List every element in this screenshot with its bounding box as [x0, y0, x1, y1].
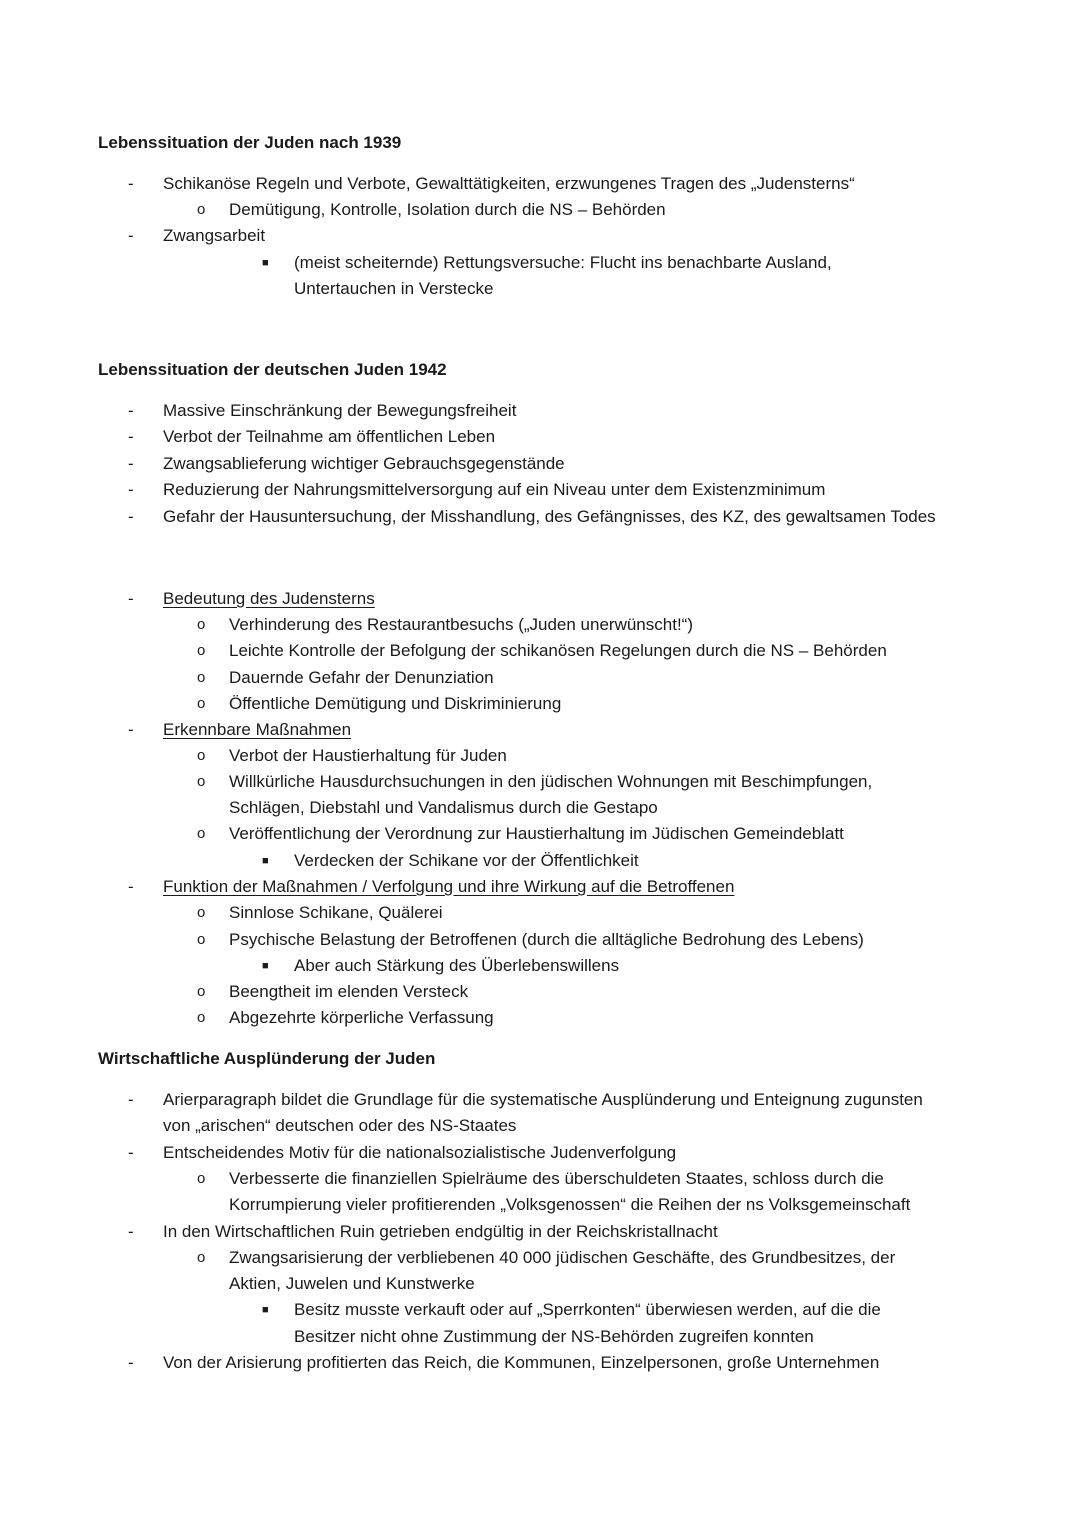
section-heading-1939: Lebenssituation der Juden nach 1939 [98, 133, 402, 152]
square-bullet: ■ [262, 1304, 269, 1316]
square-bullet: ■ [262, 257, 269, 269]
dash-bullet: - [128, 1143, 134, 1162]
list-item-text: Arierparagraph bildet die Grundlage für die systematische Ausplünderung und Enteignung zugunsten [163, 1090, 923, 1109]
circle-bullet: o [197, 1170, 206, 1187]
list-item-text: Korrumpierung vieler profitierenden „Volksgenossen“ die Reihen der ns Volksgemeinschaft [229, 1195, 911, 1214]
list-item-text: Leichte Kontrolle der Befolgung der schikanösen Regelungen durch die NS – Behörden [229, 641, 887, 660]
list-item-text: Verhinderung des Restaurantbesuchs („Juden unerwünscht!“) [229, 615, 693, 634]
dash-bullet: - [128, 877, 134, 896]
dash-bullet: - [128, 401, 134, 420]
list-item-text: Beengtheit im elenden Versteck [229, 982, 469, 1001]
list-item-text: Veröffentlichung der Verordnung zur Haustierhaltung im Jüdischen Gemeindeblatt [229, 824, 844, 843]
dash-bullet: - [128, 174, 134, 193]
circle-bullet: o [197, 695, 206, 712]
dash-bullet: - [128, 589, 134, 608]
list-item-text: Besitz musste verkauft oder auf „Sperrkonten“ überwiesen werden, auf die die [294, 1300, 881, 1319]
list-item-text: Verdecken der Schikane vor der Öffentlichkeit [294, 851, 639, 870]
list-item-text: Öffentliche Demütigung und Diskriminierung [229, 694, 562, 713]
circle-bullet: o [197, 904, 206, 921]
list-item-text: Zwangsablieferung wichtiger Gebrauchsgegenstände [163, 454, 565, 473]
dash-bullet: - [128, 226, 134, 245]
circle-bullet: o [197, 747, 206, 764]
list-item-text: Demütigung, Kontrolle, Isolation durch die NS – Behörden [229, 200, 666, 219]
circle-bullet: o [197, 773, 206, 790]
circle-bullet: o [197, 1249, 206, 1266]
list-item-text: Entscheidendes Motiv für die nationalsozialistische Judenverfolgung [163, 1143, 677, 1162]
circle-bullet: o [197, 669, 206, 686]
list-item-text: Sinnlose Schikane, Quälerei [229, 903, 443, 922]
dash-bullet: - [128, 507, 134, 526]
square-bullet: ■ [262, 960, 269, 972]
circle-bullet: o [197, 642, 206, 659]
list-item-text: Aber auch Stärkung des Überlebenswillens [294, 956, 620, 975]
list-item-text: (meist scheiternde) Rettungsversuche: Flucht ins benachbarte Ausland, [294, 253, 832, 272]
list-item-text: Verbesserte die finanziellen Spielräume des überschuldeten Staates, schloss durch die [229, 1169, 884, 1188]
circle-bullet: o [197, 616, 206, 633]
circle-bullet: o [197, 201, 206, 218]
dash-bullet: - [128, 454, 134, 473]
subheading-massnahmen: Erkennbare Maßnahmen [163, 720, 352, 739]
circle-bullet: o [197, 983, 206, 1000]
dash-bullet: - [128, 427, 134, 446]
subheading-judenstern: Bedeutung des Judensterns [163, 589, 375, 608]
list-item-text: von „arischen“ deutschen oder des NS-Staates [163, 1116, 517, 1135]
list-item-text: Verbot der Teilnahme am öffentlichen Leben [163, 427, 496, 446]
list-item-text: Abgezehrte körperliche Verfassung [229, 1008, 494, 1027]
list-item-text: Aktien, Juwelen und Kunstwerke [229, 1274, 475, 1293]
list-item-text: Massive Einschränkung der Bewegungsfreiheit [163, 401, 517, 420]
list-item-text: Dauernde Gefahr der Denunziation [229, 668, 494, 687]
list-item-text: Schikanöse Regeln und Verbote, Gewalttätigkeiten, erzwungenes Tragen des „Judensterns“ [163, 174, 855, 193]
circle-bullet: o [197, 931, 206, 948]
list-item-text: Von der Arisierung profitierten das Reich, die Kommunen, Einzelpersonen, große Unternehmen [163, 1353, 880, 1372]
section-heading-1942: Lebenssituation der deutschen Juden 1942 [98, 360, 447, 379]
list-item-text: In den Wirtschaftlichen Ruin getrieben endgültig in der Reichskristallnacht [163, 1222, 718, 1241]
square-bullet: ■ [262, 855, 269, 867]
list-item-text: Willkürliche Hausdurchsuchungen in den jüdischen Wohnungen mit Beschimpfungen, [229, 772, 873, 791]
list-item-text: Reduzierung der Nahrungsmittelversorgung auf ein Niveau unter dem Existenzminimum [163, 480, 826, 499]
circle-bullet: o [197, 1009, 206, 1026]
list-item-text: Zwangsarbeit [163, 226, 266, 245]
list-item-text: Besitzer nicht ohne Zustimmung der NS-Behörden zugreifen konnten [294, 1327, 814, 1346]
subheading-funktion: Funktion der Maßnahmen / Verfolgung und ihre Wirkung auf die Betroffenen [163, 877, 735, 896]
list-item-text: Zwangsarisierung der verbliebenen 40 000 jüdischen Geschäfte, des Grundbesitzes, der [229, 1248, 896, 1267]
section-heading-wirtschaft: Wirtschaftliche Ausplünderung der Juden [98, 1049, 436, 1068]
dash-bullet: - [128, 1090, 134, 1109]
list-item-text: Gefahr der Hausuntersuchung, der Misshandlung, des Gefängnisses, des KZ, des gewaltsamen Todes [163, 507, 936, 526]
dash-bullet: - [128, 720, 134, 739]
list-item-text: Schlägen, Diebstahl und Vandalismus durch die Gestapo [229, 798, 658, 817]
list-item-text: Verbot der Haustierhaltung für Juden [229, 746, 507, 765]
dash-bullet: - [128, 1222, 134, 1241]
dash-bullet: - [128, 1353, 134, 1372]
dash-bullet: - [128, 480, 134, 499]
circle-bullet: o [197, 825, 206, 842]
list-item-text: Untertauchen in Verstecke [294, 279, 494, 298]
list-item-text: Psychische Belastung der Betroffenen (durch die alltägliche Bedrohung des Lebens) [229, 930, 864, 949]
